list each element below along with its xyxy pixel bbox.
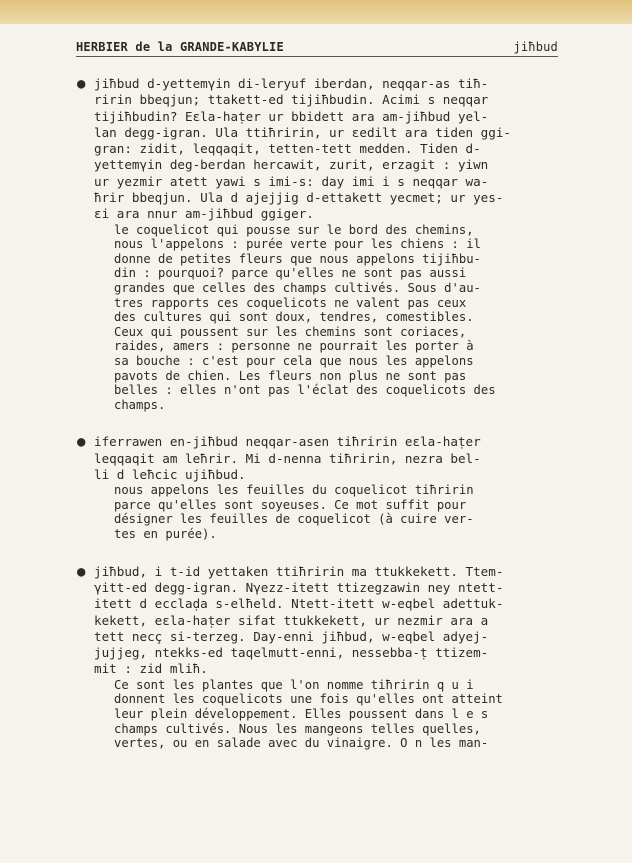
text-line: des cultures qui sont doux, tendres, comestibles. bbox=[114, 310, 474, 325]
text-line: li d leħcic ujiħbud. bbox=[94, 466, 246, 482]
text-line: leqqaqit am leħrir. Mi d-nenna tiħririn, nezra bel- bbox=[94, 450, 481, 466]
text-line: champs cultivés. Nous les mangeons telles quelles, bbox=[114, 721, 481, 736]
text-line: tijiħbudin? Eεla-haṭer ur bbidett ara am-jiħbud yel- bbox=[94, 108, 489, 124]
text-line: donnent les coquelicots une fois qu'elles ont atteint bbox=[114, 692, 503, 707]
text-line: itett d ecclaḍa s-elħeld. Ntett-itett w-eqbel adettuk- bbox=[94, 596, 504, 612]
text-line: parce qu'elles sont soyeuses. Ce mot suffit pour bbox=[114, 497, 467, 512]
text-line: sa bouche : c'est pour cela que nous les appelons bbox=[114, 354, 474, 369]
text-line: tes en purée). bbox=[114, 527, 217, 542]
text-line: tett necç si-terzeg. Day-enni jiħbud, w-eqbel adyej- bbox=[94, 628, 489, 644]
text-line: donne de petites fleurs que nous appelons tijiħbu- bbox=[114, 251, 481, 266]
text-line: désigner les feuilles de coquelicot (à cuire ver- bbox=[114, 512, 474, 527]
french-paragraph bbox=[114, 223, 562, 413]
text-line: Ce sont les plantes que l'on nomme tiħririn q u i bbox=[114, 677, 474, 692]
text-line: γitt-ed degg-igran. Nγezz-itett ttizegzawin ney ntett- bbox=[94, 579, 504, 595]
entry-2 bbox=[77, 434, 562, 542]
running-header bbox=[76, 40, 558, 57]
text-line: Ceux qui poussent sur les chemins sont coriaces, bbox=[114, 324, 467, 339]
text-line: mit : zid mliħ. bbox=[94, 661, 208, 677]
text-line: ur yezmir atett yawi s imi-s: day imi i s neqqar wa- bbox=[94, 173, 489, 189]
text-line: grandes que celles des champs cultivés. Sous d'au- bbox=[114, 281, 481, 296]
header-word: jiħbud bbox=[513, 40, 558, 54]
text-line: nous appelons les feuilles du coquelicot tiħririn bbox=[114, 483, 474, 498]
text-line: ħrir bbeqjun. Ula d ajejjig d-ettakett yecmet; ur yes- bbox=[94, 190, 504, 206]
entry-3 bbox=[77, 563, 562, 751]
text-line: pavots de chien. Les fleurs non plus ne sont pas bbox=[114, 368, 467, 383]
text-line: jiħbud, i t-id yettaken ttiħririn ma ttukkekett. Ttem- bbox=[94, 563, 504, 579]
text-line: tres rapports ces coquelicots ne valent pas ceux bbox=[114, 295, 467, 310]
text-line: iferrawen en-jiħbud neqqar-asen tiħririn eεla-haṭer bbox=[94, 434, 481, 450]
text-line: vertes, ou en salade avec du vinaigre. O n les man- bbox=[114, 736, 489, 751]
text-line: belles : elles n'ont pas l'éclat des coquelicots des bbox=[114, 383, 496, 398]
entry-1 bbox=[77, 76, 562, 412]
kabyle-paragraph bbox=[94, 564, 562, 678]
kabyle-paragraph bbox=[94, 76, 562, 223]
text-line: ririn bbeqjun; ttakett-ed tijiħbudin. Acimi s neqqar bbox=[94, 92, 489, 108]
text-line: kekett, eεla-haṭer sifat ttukkekett, ur nezmir ara a bbox=[94, 612, 489, 628]
text-line: εi ara nnur am-jiħbud ggiger. bbox=[94, 206, 314, 222]
document-page bbox=[0, 24, 632, 863]
text-line: din : pourquoi? parce qu'elles ne sont pas aussi bbox=[114, 266, 467, 281]
text-line: jiħbud d-yettemγin di-leryuf iberdan, neqqar-as tiħ- bbox=[94, 76, 489, 91]
text-line: raides, amers : personne ne pourrait les porter à bbox=[114, 339, 474, 354]
text-line: lan degg-igran. Ula ttiħririn, ur εedilt ara tiden ggi- bbox=[94, 124, 512, 140]
text-line: leur plein développement. Elles poussent dans l e s bbox=[114, 706, 489, 721]
french-paragraph bbox=[102, 678, 562, 751]
text-line: jujjeg, ntekks-ed taqelmutt-enni, nessebba-ṭ ttizem- bbox=[94, 645, 489, 661]
header-title: HERBIER de la GRANDE-KABYLIE bbox=[76, 40, 284, 54]
bullet-icon: ● bbox=[77, 563, 86, 580]
text-line: yettemγin deg-berdan hercawit, zurit, erzagit : yiwn bbox=[94, 157, 489, 173]
text-line: le coquelicot qui pousse sur le bord des chemins, bbox=[114, 222, 474, 237]
text-line: gran: zidit, leqqaqit, tetten-tett medden. Tiden d- bbox=[94, 141, 481, 157]
kabyle-paragraph bbox=[94, 434, 562, 483]
bullet-icon: ● bbox=[77, 76, 86, 92]
document-body bbox=[77, 76, 562, 765]
french-paragraph bbox=[114, 483, 562, 541]
text-line: nous l'appelons : purée verte pour les chiens : il bbox=[114, 237, 481, 252]
bullet-icon: ● bbox=[77, 434, 86, 451]
top-edge-strip bbox=[0, 0, 632, 24]
text-line: champs. bbox=[114, 397, 166, 412]
